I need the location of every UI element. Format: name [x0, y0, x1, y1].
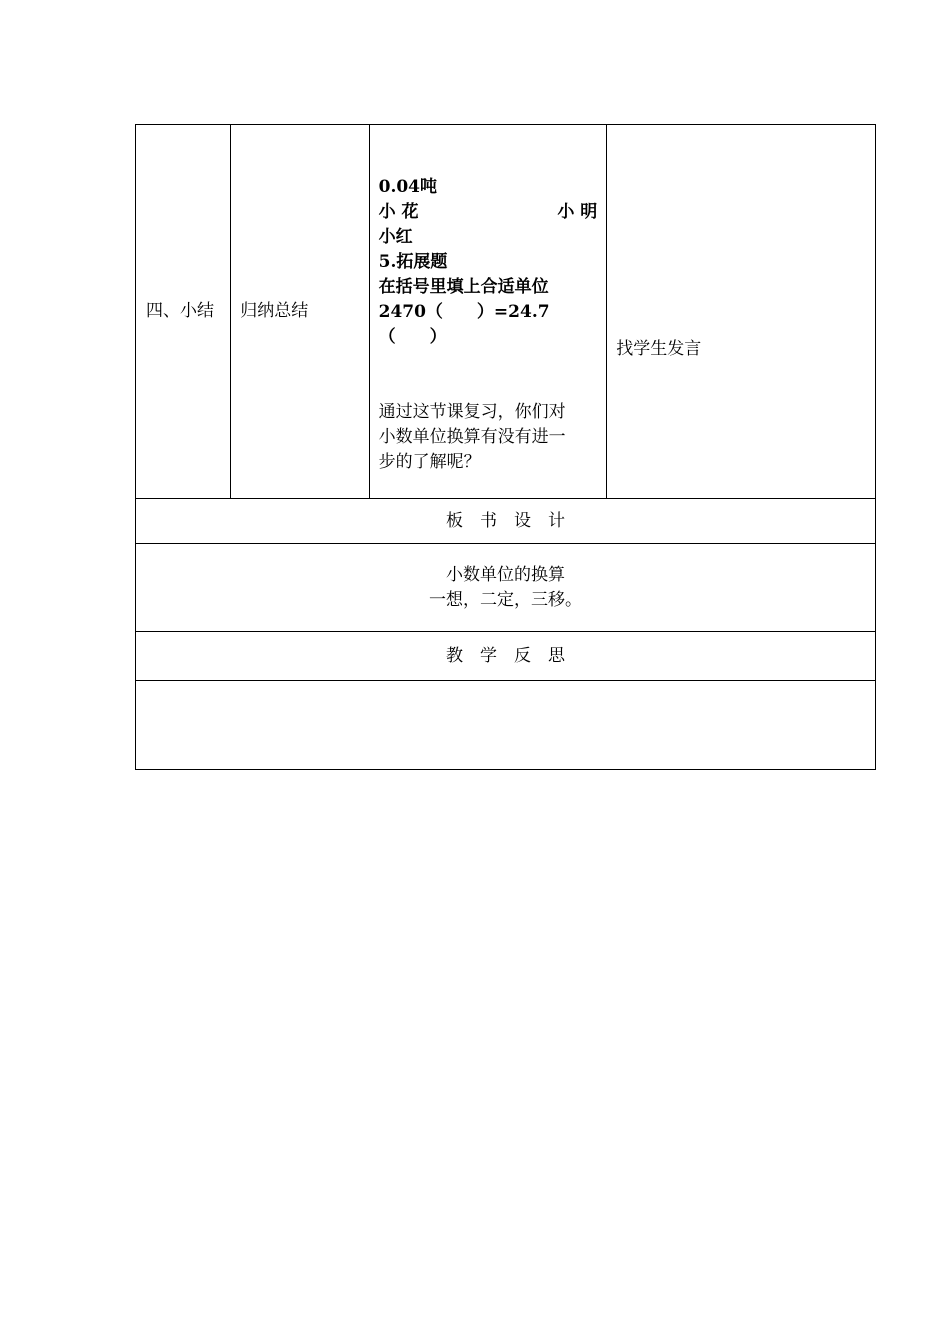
board-design-heading: 板 书 设 计	[136, 499, 876, 544]
reflection-heading: 教 学 反 思	[136, 632, 876, 681]
question-line-1: 通过这节课复习，你们对	[378, 402, 566, 422]
activity-cell: 归纳总结	[231, 125, 369, 499]
board-design-heading-row	[136, 499, 876, 544]
teacher-note-cell	[607, 125, 876, 499]
stage-cell: 四、小结	[136, 125, 231, 499]
question-line-2: 小数单位换算有没有进一	[378, 427, 566, 447]
reflection-row	[136, 681, 876, 770]
content-line-1: 0.04吨	[378, 177, 438, 197]
question-line-3: 步的了解呢？	[378, 452, 481, 472]
content-line-3: 小红	[378, 227, 413, 247]
name-xiaohua: 小 花	[378, 202, 419, 222]
board-line-2: 一想，二定，三移。	[429, 589, 582, 610]
content-line-6: 2470（ ）=24.7（ ）	[378, 302, 550, 347]
lesson-plan-table	[135, 124, 876, 770]
name-xiaoming: 小 明	[557, 202, 598, 222]
content-line-4: 5.拓展题	[378, 252, 448, 272]
board-design-row	[136, 544, 876, 632]
reflection-body	[136, 681, 876, 770]
reflection-heading-row	[136, 632, 876, 681]
teacher-note: 找学生发言	[616, 339, 702, 359]
content-cell	[369, 125, 607, 499]
content-line-2	[379, 200, 598, 225]
summary-row	[136, 125, 876, 499]
board-design-content	[136, 544, 876, 632]
content-line-5: 在括号里填上合适单位	[378, 277, 549, 297]
board-line-1: 小数单位的换算	[446, 564, 565, 585]
